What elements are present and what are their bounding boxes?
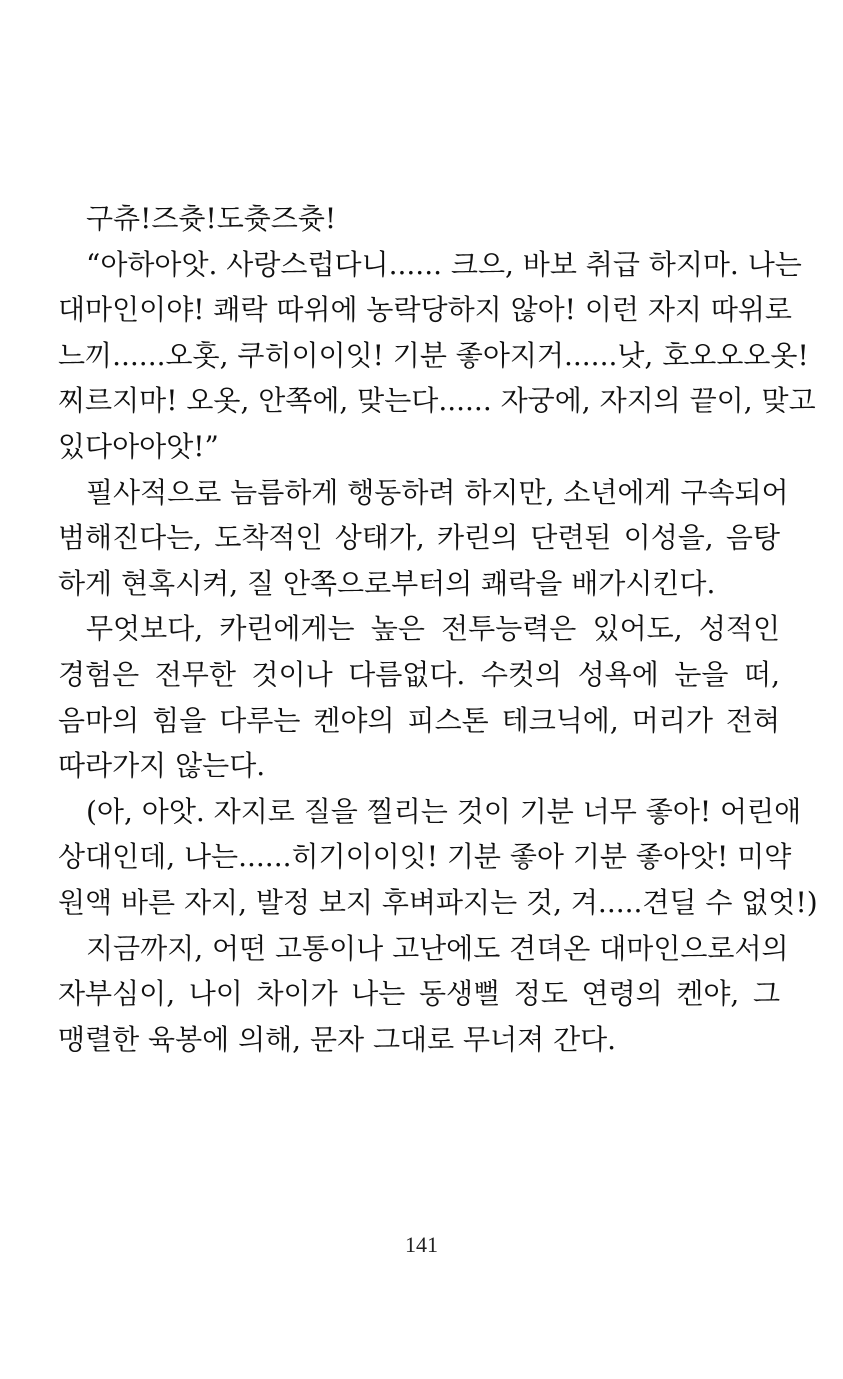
text-line: 범해진다는, 도착적인 상태가, 카린의 단련된 이성을, 음탕 <box>58 521 780 555</box>
text-line: 느끼......오홋, 쿠히이이잇! 기분 좋아지거......낫, 호오오오옷! <box>58 338 809 372</box>
text-line: 지금까지, 어떤 고통이나 고난에도 견뎌온 대마인으로서의 <box>86 931 789 965</box>
text-line: “아하아앗. 사랑스럽다니...... 크으, 바보 취급 하지마. 나는 <box>86 247 802 281</box>
text-line: 무엇보다, 카린에게는 높은 전투능력은 있어도, 성적인 <box>86 612 780 646</box>
page-body-text <box>58 196 818 1062</box>
text-line: 맹렬한 육봉에 의해, 문자 그대로 무너져 간다. <box>58 1022 617 1056</box>
text-line: 필사적으로 늠름하게 행동하려 하지만, 소년에게 구속되어 <box>86 475 789 509</box>
text-line: 원액 바른 자지, 발정 보지 후벼파지는 것, 겨.....견딜 수 없엇!) <box>58 885 818 919</box>
text-line: 구츄!즈츗!도츗즈츗! <box>86 202 337 235</box>
text-line: 하게 현혹시켜, 질 안쪽으로부터의 쾌락을 배가시킨다. <box>58 566 716 600</box>
text-line: 경험은 전무한 것이나 다름없다. 수컷의 성욕에 눈을 떠, <box>58 657 780 691</box>
text-line: 음마의 힘을 다루는 켄야의 피스톤 테크닉에, 머리가 전혀 <box>58 703 780 737</box>
text-line: 대마인이야! 쾌락 따위에 농락당하지 않아! 이런 자지 따위로 <box>58 293 792 327</box>
text-line: 따라가지 않는다. <box>58 749 266 783</box>
text-line: 있다아아앗!” <box>58 429 219 463</box>
text-line: 상대인데, 나는......히기이이잇! 기분 좋아 기분 좋아앗! 미약 <box>58 840 792 874</box>
text-line: (아, 아앗. 자지로 질을 찔리는 것이 기분 너무 좋아! 어린애 <box>86 794 802 828</box>
text-line: 찌르지마! 오옷, 안쪽에, 맞는다...... 자궁에, 자지의 끝이, 맞고 <box>58 384 816 418</box>
text-line: 자부심이, 나이 차이가 나는 동생뻘 정도 연령의 켄야, 그 <box>58 977 780 1011</box>
page-number: 141 <box>405 1232 438 1257</box>
